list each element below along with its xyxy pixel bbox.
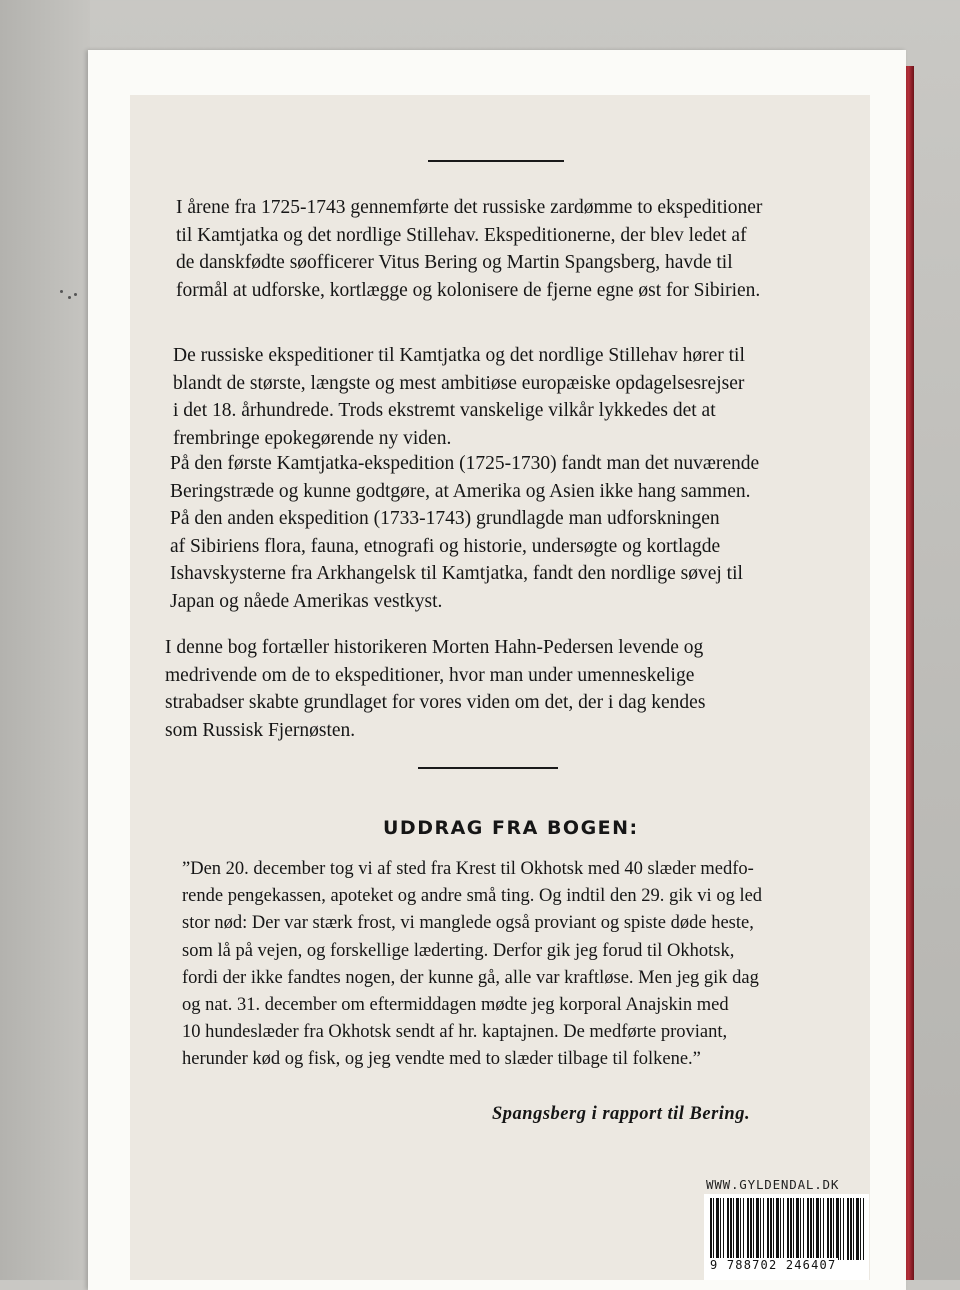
description-paragraph-2: [173, 342, 833, 452]
top-divider: [428, 160, 564, 162]
text-line: af Sibiriens flora, fauna, etnografi og historie, undersøgte og kortlagde: [170, 535, 721, 557]
excerpt-heading: UDDRAG FRA BOGEN:: [383, 817, 639, 839]
text-line: som Russisk Fjernøsten.: [165, 719, 356, 741]
description-paragraph-3: [170, 450, 830, 615]
barcode-bars: [710, 1198, 865, 1260]
text-line: blandt de største, længste og mest ambitiøse europæiske opdagelsesrejser: [173, 372, 745, 394]
isbn-barcode: [704, 1194, 869, 1280]
text-line: På den anden ekspedition (1733-1743) grundlagde man udforskningen: [170, 508, 720, 529]
excerpt-attribution: Spangsberg i rapport til Bering.: [492, 1104, 751, 1124]
description-paragraph-1: [176, 194, 836, 304]
text-line: frembringe epokegørende ny viden.: [173, 427, 452, 449]
quote-line: ”Den 20. december tog vi af sted fra Krest til Okhotsk med 40 slæder medfo-: [182, 859, 754, 879]
table-surface: [0, 0, 90, 1280]
text-line: strabadser skabte grundlaget for vores viden om det, der i dag kendes: [165, 692, 706, 713]
text-line: i det 18. århundrede. Trods ekstremt vanskelige vilkår lykkedes det at: [173, 400, 716, 421]
quote-line: stor nød: Der var stærk frost, vi manglede også proviant og spiste døde heste,: [182, 913, 754, 934]
middle-divider: [418, 767, 558, 769]
table-mark: [60, 290, 63, 293]
quote-line: fordi der ikke fandtes nogen, der kunne gå, alle var kraftløse. Men jeg gik dag: [182, 967, 759, 988]
text-line: På den første Kamtjatka-ekspedition (1725-1730) fandt man det nuværende: [170, 453, 760, 474]
table-mark: [74, 293, 77, 296]
text-line: de danskfødte søofficerer Vitus Bering og Martin Spangsberg, havde til: [176, 252, 733, 273]
quote-line: rende pengekassen, apoteket og andre små ting. Og indtil den 29. gik vi og led: [182, 886, 763, 907]
text-line: Ishavskysterne fra Arkhangelsk til Kamtjatka, fandt den nordlige søvej til: [170, 563, 743, 584]
description-paragraph-4: [165, 634, 825, 744]
text-line: I årene fra 1725-1743 gennemførte det russiske zardømme to ekspeditioner: [176, 197, 763, 218]
quote-line: og nat. 31. december om eftermiddagen mødte jeg korporal Anajskin med: [182, 995, 729, 1016]
text-line: medrivende om de to ekspeditioner, hvor man under umenneskelige: [165, 664, 695, 686]
quote-line: herunder kød og fisk, og jeg vendte med to slæder tilbage til folkene.”: [182, 1049, 701, 1070]
excerpt-quote: [182, 856, 822, 1074]
text-line: I denne bog fortæller historikeren Morten Hahn-Pedersen levende og: [165, 637, 704, 658]
table-mark: [68, 296, 71, 299]
text-line: til Kamtjatka og det nordlige Stillehav. Ekspeditionerne, der blev ledet af: [176, 224, 747, 246]
text-line: De russiske ekspeditioner til Kamtjatka og det nordlige Stillehav hører til: [173, 345, 745, 366]
isbn-digits: 9 788702 246407: [710, 1258, 837, 1272]
publisher-url: WWW.GYLDENDAL.DK: [706, 1177, 840, 1192]
text-line: formål at udforske, kortlægge og kolonisere de fjerne egne øst for Sibirien.: [176, 279, 761, 301]
quote-line: som lå på vejen, og forskellige læderting. Derfor gik jeg forud til Okhotsk,: [182, 940, 735, 961]
quote-line: 10 hundeslæder fra Okhotsk sendt af hr. kaptajnen. De medførte proviant,: [182, 1022, 728, 1043]
text-line: Japan og nåede Amerikas vestkyst.: [170, 590, 443, 612]
text-line: Beringstræde og kunne godtgøre, at Amerika og Asien ikke hang sammen.: [170, 480, 751, 502]
